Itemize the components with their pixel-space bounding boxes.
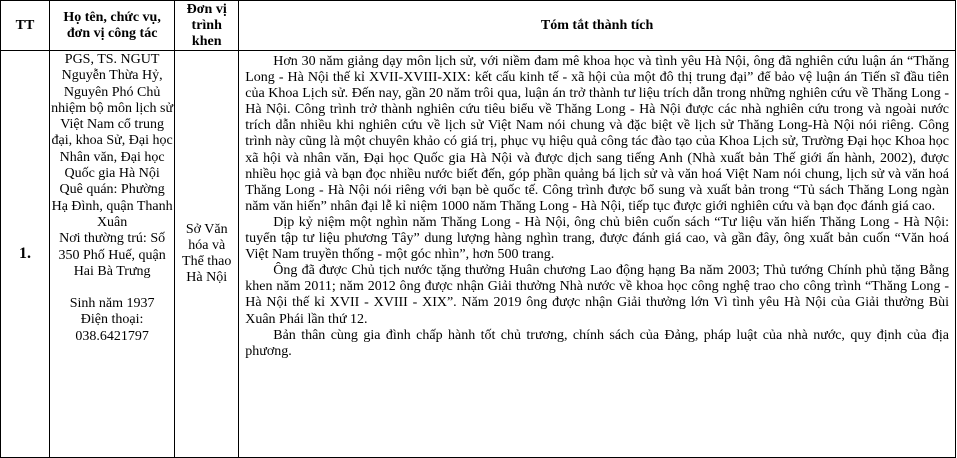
person-info-cell [50, 51, 175, 458]
achievement-summary-cell [239, 51, 956, 458]
spacer [50, 280, 174, 296]
person-phone: Điện thoại: 038.6421797 [75, 312, 149, 344]
person-name-position: PGS, TS. NGUT Nguyễn Thừa Hỷ, Nguyên Phó Chủ nhiệm bộ môn lịch sử Việt Nam cổ trung đại, khoa Sử, Đại học Nhân văn, Đại học Quốc gia Hà Nội [51, 52, 174, 182]
header-tt: TT [1, 1, 50, 51]
row-number: 1. [1, 51, 50, 458]
person-residence: Nơi thường trú: Số 350 Phố Huế, quận Hai Bà Trưng [58, 231, 166, 279]
person-hometown: Quê quán: Phường Hạ Đình, quận Thanh Xuân [51, 182, 173, 230]
summary-paragraph-research: Hơn 30 năm giảng dạy môn lịch sử, với niềm đam mê khoa học và tình yêu Hà Nội, ông đã nghiên cứu luận án “Thăng Long - Hà Nội thế kỉ XVII-XVIII-XIX: kết cấu kinh tế - xã hội của một đô thị trung đại” để bảo vệ luận án Tiến sĩ đầu tiên của Khoa Lịch sử. Đến nay, gần 20 năm trôi qua, luận án trở thành tư liệu trích dẫn trong những nghiên cứu về Thăng Long - Hà Nội. Công trình trở thành nghiên cứu tiêu biểu về Thăng Long - Hà Nội được các nhà nghiên cứu trong và ngoài nước trích dẫn nhiều khi nghiên cứu về lịch sử Việt Nam nói chung và đặc biệt về lịch sử Thăng Long-Hà Nội nói riêng. Công trình này cũng là một chuyên khảo có giá trị, phục vụ hiệu quả công tác đào tạo của Khoa Lịch sử, Trường Đại học Khoa học xã hội và nhân văn, Đại học Quốc gia Hà Nội và được dịch sang tiếng Anh (Nhà xuất bản Thế giới ấn hành, 2002), được nhiều học giả và bạn đọc nhiều nước biết đến, góp phần quảng bá lịch sử và văn hoá Việt Nam nói chung, lịch sử và văn hoá Thăng Long - Hà Nội nói riêng với bạn bè quốc tế. Công trình được bổ sung và xuất bản trong “Tủ sách Thăng Long ngàn năm văn hiến” nhân đại lễ kỉ niệm 1000 năm Thăng Long - Hà Nội, tiếp tục được giới nghiên cứu và bạn đọc đánh giá cao. [245, 54, 949, 214]
summary-paragraph-awards: Ông đã được Chủ tịch nước tặng thưởng Huân chương Lao động hạng Ba năm 2003; Thủ tướng Chính phủ tặng Bằng khen năm 2011; năm 2012 ông được nhận Giải thưởng Nhà nước về khoa học công nghệ trao cho công trình “Thăng Long - Hà Nội thế kỉ XVII - XVIII - XIX”. Năm 2019 ông được nhận Giải thưởng lớn Vì tình yêu Hà Nội của Giải thưởng Bùi Xuân Phái lần thứ 12. [245, 263, 949, 327]
header-unit: Đơn vị trình khen [175, 1, 239, 51]
header-name: Họ tên, chức vụ, đơn vị công tác [50, 1, 175, 51]
nominating-unit: Sở Văn hóa và Thể thao Hà Nội [175, 51, 239, 458]
person-birth-year: Sinh năm 1937 [69, 296, 155, 312]
summary-paragraph-conduct: Bản thân cùng gia đình chấp hành tốt chủ trương, chính sách của Đảng, pháp luật của nhà nước, quy định của địa phương. [245, 327, 949, 359]
table-row [1, 51, 956, 458]
header-row [1, 1, 956, 51]
header-summary: Tóm tắt thành tích [239, 1, 956, 51]
summary-paragraph-books: Dịp kỷ niệm một nghìn năm Thăng Long - Hà Nội, ông chủ biên cuốn sách “Tư liệu văn hiến Thăng Long - Hà Nội: tuyển tập tư liệu phương Tây” dung lượng hàng nghìn trang, được đánh giá cao, và gần đây, ông xuất bản cuốn “Văn hoá Việt Nam truyền thống - một góc nhìn”, hơn 500 trang. [245, 214, 949, 263]
